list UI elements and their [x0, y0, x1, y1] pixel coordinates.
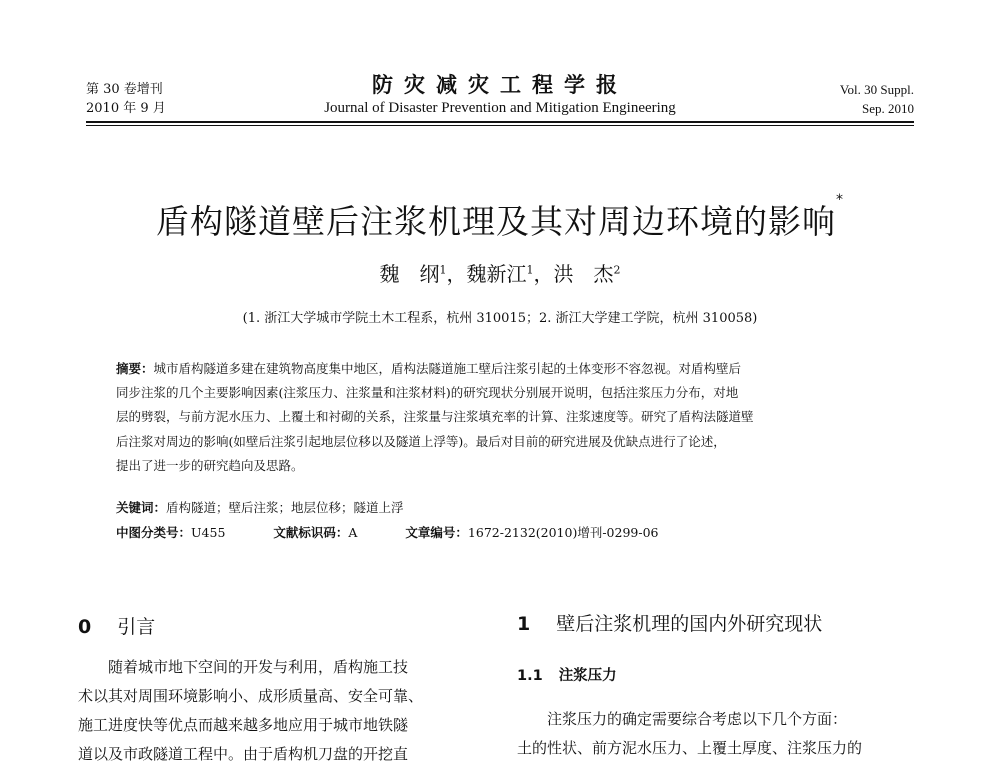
- affiliations: (1. 浙江大学城市学院土木工程系，杭州 310015；2. 浙江大学建工学院，杭州 310058): [242, 311, 758, 326]
- body-text-line: 随着城市地下空间的开发与利用，盾构施工技: [78, 658, 409, 676]
- author-affiliation-mark: 2: [613, 263, 621, 277]
- body-text-line: 注浆压力的确定需要综合考虑以下几个方面：: [517, 710, 848, 728]
- author-affiliation-mark: 1: [439, 263, 447, 277]
- clc-label: 中图分类号：: [116, 525, 192, 540]
- author-separator: ，: [533, 262, 554, 286]
- body-text-line: 道以及市政隧道工程中。由于盾构机刀盘的开挖直: [78, 745, 409, 763]
- header-right: [840, 80, 914, 118]
- keywords-label: 关键词：: [116, 500, 167, 515]
- author-affiliation-mark: 1: [526, 263, 534, 277]
- subsection-title: 注浆压力: [558, 668, 617, 684]
- author-name: 魏 纲: [379, 262, 440, 286]
- journal-title-cn: 防灾减灾工程学报: [372, 73, 628, 97]
- author-separator: ，: [446, 262, 467, 286]
- journal-volume-cn: 第 30 卷增刊: [86, 82, 163, 97]
- subsection-number: 1.1: [517, 668, 543, 684]
- author-list: [0, 258, 1000, 287]
- doc-code-label: 文献标识码：: [273, 525, 349, 540]
- keywords: [116, 498, 404, 516]
- journal-date-cn: 2010 年 9 月: [86, 101, 166, 116]
- author-name: 洪 杰: [553, 262, 614, 286]
- abstract-label: 摘要：: [116, 361, 154, 376]
- section-title: 引言: [117, 616, 156, 638]
- doc-code-value: A: [348, 525, 358, 540]
- classification-line: [116, 523, 659, 541]
- journal-date-en: Sep. 2010: [862, 101, 914, 116]
- author-name: 魏新江: [466, 262, 527, 286]
- header-rule-thin: [86, 125, 914, 126]
- article-no-value: 1672-2132(2010)增刊-0299-06: [467, 525, 659, 540]
- article-title: [0, 192, 1000, 243]
- subsection-heading-grouting-pressure: [517, 664, 617, 685]
- header-rule-thick: [86, 121, 914, 123]
- section-number: 0: [78, 616, 92, 638]
- body-text-line: 施工进度快等优点而越来越多地应用于城市地铁隧: [78, 716, 409, 734]
- journal-volume-en: Vol. 30 Suppl.: [839, 82, 914, 97]
- section-number: 1: [517, 613, 531, 635]
- abstract-line: 后注浆对周边的影响(如壁后注浆引起地层位移以及隧道上浮等)。最后对目前的研究进展及优缺点进行了论述，: [116, 433, 726, 449]
- body-text-line: 术以其对周围环境影响小、成形质量高、安全可靠、: [78, 687, 424, 705]
- abstract-line: 同步注浆的几个主要影响因素(注浆压力、注浆量和注浆材料)的研究现状分别展开说明，包括注浆压力分布，对地: [116, 385, 739, 401]
- abstract: [116, 357, 888, 478]
- abstract-line-text: 城市盾构隧道多建在建筑物高度集中地区，盾构法隧道施工壁后注浆引起的土体变形不容忽视。对盾构壁后: [153, 361, 742, 376]
- abstract-line: 层的劈裂，与前方泥水压力、上覆土和衬砌的关系，注浆量与注浆填充率的计算、注浆速度等。研究了盾构法隧道壁: [116, 409, 754, 425]
- journal-title-en: Journal of Disaster Prevention and Mitigation Engineering: [324, 100, 676, 116]
- section-heading-research-status: [517, 609, 822, 636]
- title-footnote-mark: *: [836, 192, 844, 208]
- clc-value: U455: [191, 525, 226, 540]
- body-text-line: 土的性状、前方泥水压力、上覆土厚度、注浆压力的: [517, 739, 863, 757]
- abstract-line: 提出了进一步的研究趋向及思路。: [116, 457, 304, 473]
- article-no-label: 文章编号：: [405, 525, 468, 540]
- keywords-text: 盾构隧道；壁后注浆；地层位移；隧道上浮: [166, 500, 404, 515]
- abstract-line: [116, 357, 888, 381]
- article-title-text: 盾构隧道壁后注浆机理及其对周边环境的影响: [156, 202, 836, 241]
- section-heading-introduction: [78, 612, 155, 639]
- section-title: 壁后注浆机理的国内外研究现状: [556, 613, 823, 635]
